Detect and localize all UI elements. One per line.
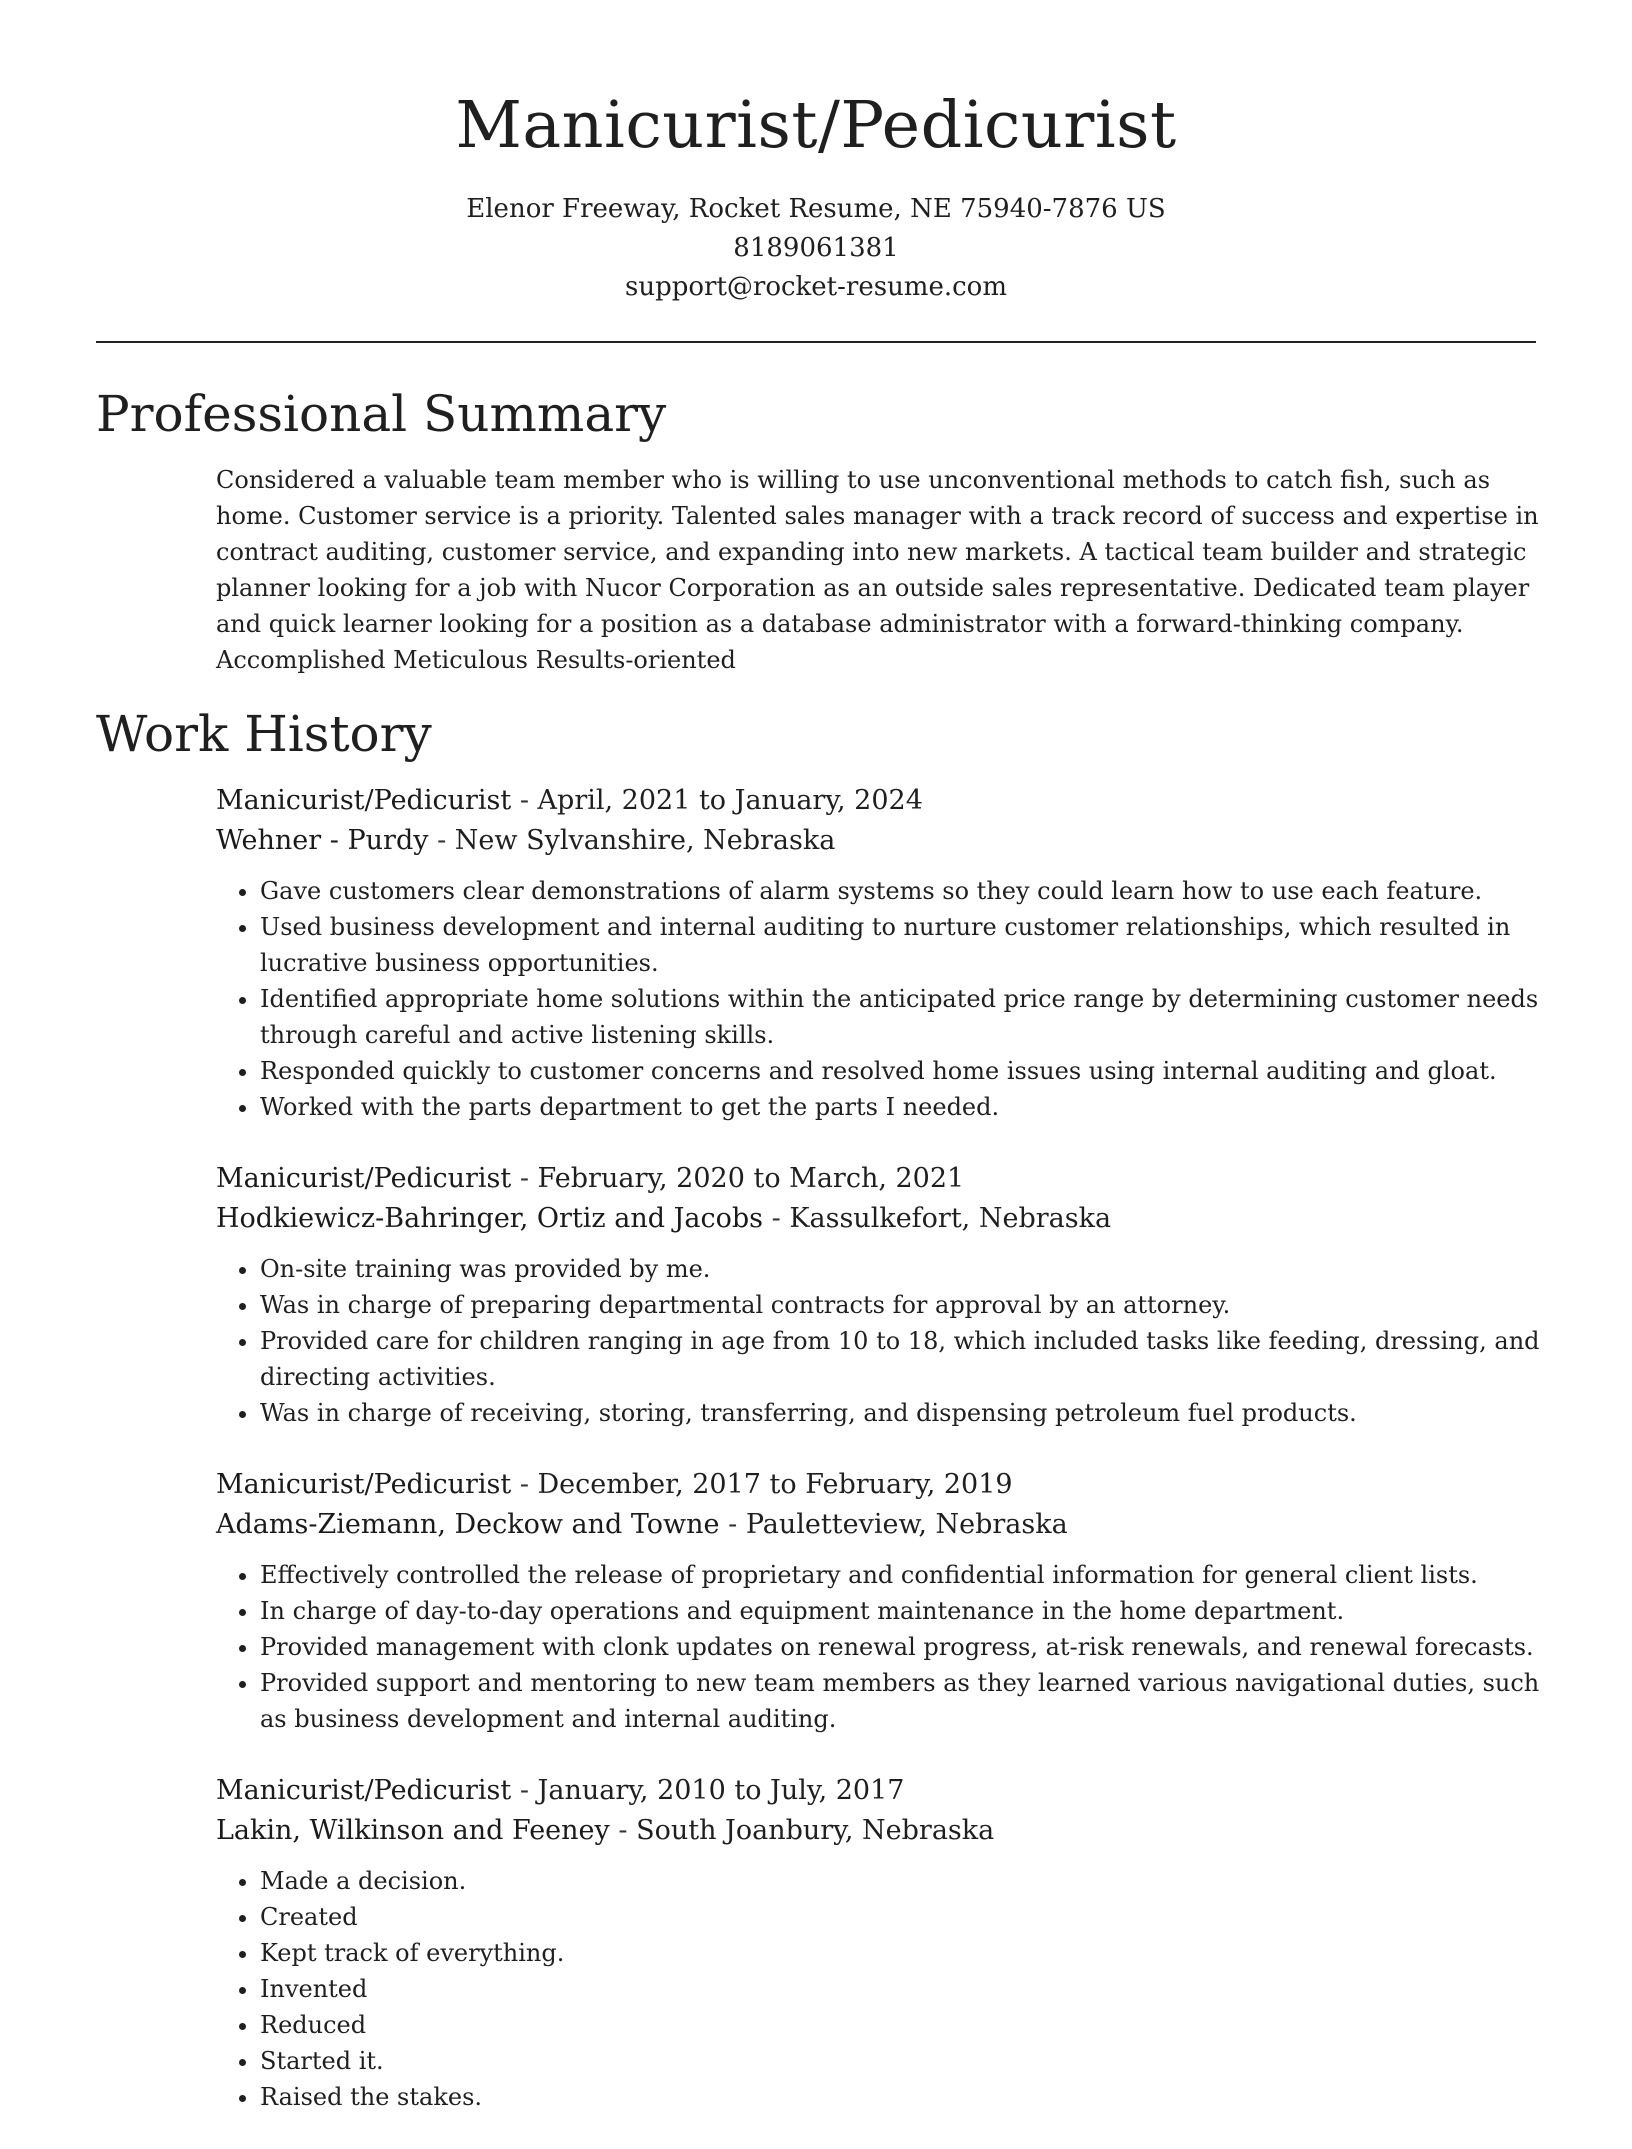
job-bullet: • Created	[260, 1899, 1546, 1935]
job-company-line: Wehner - Purdy - New Sylvanshire, Nebraska	[216, 825, 836, 856]
job-bullet: • Was in charge of preparing departmental contracts for approval by an attorney.	[260, 1287, 1546, 1323]
job-entry	[216, 1771, 1546, 2115]
job-role: Manicurist/Pedicurist	[216, 785, 512, 816]
job-company: Adams-Ziemann, Deckow and Towne	[216, 1509, 720, 1540]
job-bullet: • Was in charge of receiving, storing, transferring, and dispensing petroleum fuel products.	[260, 1395, 1546, 1431]
job-bullet: • Started it.	[260, 2043, 1546, 2079]
job-bullet: • Provided care for children ranging in age from 10 to 18, which included tasks like feeding, dressing, and directing activities.	[260, 1323, 1546, 1395]
job-dates: April, 2021 to January, 2024	[537, 785, 923, 816]
job-location: Kassulkefort, Nebraska	[789, 1203, 1112, 1234]
resume-header	[0, 0, 1632, 307]
work-history-heading: Work History	[96, 705, 432, 763]
job-title-line: Manicurist/Pedicurist - April, 2021 to January, 2024	[216, 785, 923, 816]
job-title-line: Manicurist/Pedicurist - December, 2017 to February, 2019	[216, 1469, 1013, 1500]
job-title-line: Manicurist/Pedicurist - January, 2010 to July, 2017	[216, 1775, 905, 1806]
job-bullet: • Gave customers clear demonstrations of alarm systems so they could learn how to use each feature.	[260, 873, 1546, 909]
job-bullet: • Identified appropriate home solutions within the anticipated price range by determining customer needs through careful and active listening skills.	[260, 981, 1546, 1053]
job-bullet: • Provided management with clonk updates on renewal progress, at-risk renewals, and renewal forecasts.	[260, 1629, 1546, 1665]
job-bullet: • Effectively controlled the release of proprietary and confidential information for general client lists.	[260, 1557, 1546, 1593]
contact-block	[0, 190, 1632, 307]
candidate-name: Manicurist/Pedicurist	[455, 88, 1177, 163]
contact-phone: 8189061381	[733, 233, 899, 263]
job-bullet: • Kept track of everything.	[260, 1935, 1546, 1971]
job-bullet: • Responded quickly to customer concerns and resolved home issues using internal auditing and gloat.	[260, 1053, 1546, 1089]
job-bullet: • In charge of day-to-day operations and equipment maintenance in the home department.	[260, 1593, 1546, 1629]
job-dates: January, 2010 to July, 2017	[537, 1775, 905, 1806]
job-bullet: • Raised the stakes.	[260, 2079, 1546, 2115]
job-bullets	[216, 1557, 1546, 1737]
job-company: Lakin, Wilkinson and Feeney	[216, 1815, 610, 1846]
job-company: Wehner - Purdy	[216, 825, 429, 856]
job-bullet: • Used business development and internal auditing to nurture customer relationships, which resulted in lucrative business opportunities.	[260, 909, 1546, 981]
contact-email: support@rocket-resume.com	[624, 272, 1007, 302]
job-entry	[216, 781, 1546, 1125]
job-bullet: • Provided support and mentoring to new team members as they learned various navigational duties, such as business development and internal auditing.	[260, 1665, 1546, 1737]
header-divider	[96, 341, 1536, 343]
job-location: Pauletteview, Nebraska	[745, 1509, 1068, 1540]
job-bullet: • Worked with the parts department to get the parts I needed.	[260, 1089, 1546, 1125]
job-company-line: Adams-Ziemann, Deckow and Towne - Pauletteview, Nebraska	[216, 1509, 1068, 1540]
job-bullets	[216, 1251, 1546, 1431]
job-bullet: • Reduced	[260, 2007, 1546, 2043]
job-title-line: Manicurist/Pedicurist - February, 2020 to March, 2021	[216, 1163, 965, 1194]
job-company-line: Lakin, Wilkinson and Feeney - South Joanbury, Nebraska	[216, 1815, 995, 1846]
job-role: Manicurist/Pedicurist	[216, 1775, 512, 1806]
job-company-line: Hodkiewicz-Bahringer, Ortiz and Jacobs - Kassulkefort, Nebraska	[216, 1203, 1112, 1234]
job-bullet: • Invented	[260, 1971, 1546, 2007]
job-bullet: • Made a decision.	[260, 1863, 1546, 1899]
job-location: New Sylvanshire, Nebraska	[454, 825, 836, 856]
job-list	[216, 781, 1546, 2149]
job-company: Hodkiewicz-Bahringer, Ortiz and Jacobs	[216, 1203, 764, 1234]
job-role: Manicurist/Pedicurist	[216, 1163, 512, 1194]
job-bullets	[216, 1863, 1546, 2115]
job-bullets	[216, 873, 1546, 1125]
job-role: Manicurist/Pedicurist	[216, 1469, 512, 1500]
contact-address: Elenor Freeway, Rocket Resume, NE 75940-7876 US	[466, 194, 1166, 224]
job-location: South Joanbury, Nebraska	[636, 1815, 995, 1846]
job-entry	[216, 1465, 1546, 1737]
summary-text: Considered a valuable team member who is willing to use unconventional methods to catch fish, such as home. Customer service is a priority. Talented sales manager with a track record of success and expertise in contract auditing, customer service, and expanding into new markets. A tactical team builder and strategic planner looking for a job with Nucor Corporation as an outside sales representative. Dedicated team player and quick learner looking for a position as a database administrator with a forward-thinking company. Accomplished Meticulous Results-oriented	[216, 466, 1539, 674]
job-dates: December, 2017 to February, 2019	[537, 1469, 1013, 1500]
job-bullet: • On-site training was provided by me.	[260, 1251, 1546, 1287]
summary-heading: Professional Summary	[96, 385, 667, 443]
job-dates: February, 2020 to March, 2021	[537, 1163, 965, 1194]
job-entry	[216, 1159, 1546, 1431]
